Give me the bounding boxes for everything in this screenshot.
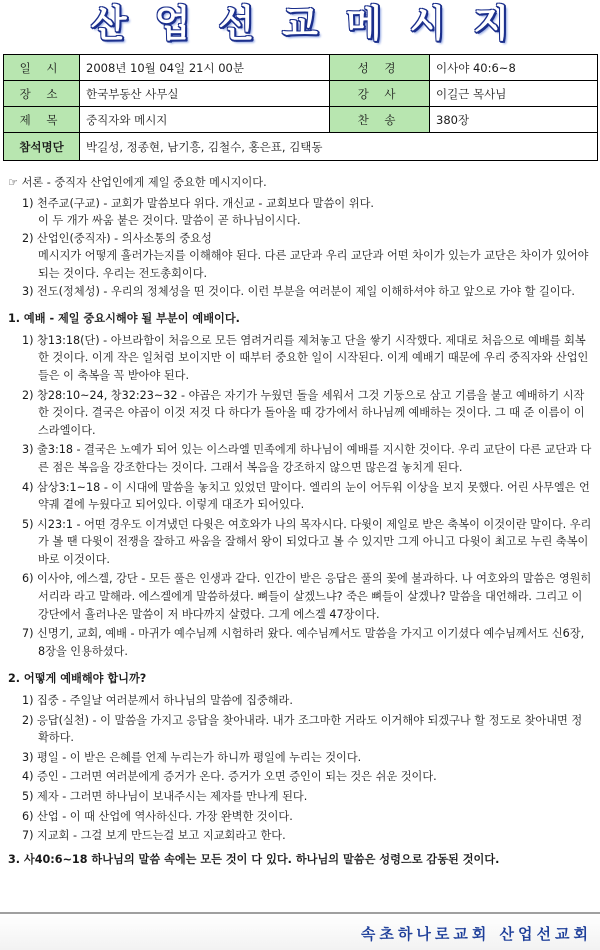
section-1-item: 2) 창28:10~24, 창32:23~32 - 야곱은 자기가 누웠던 돌을 세워서 그것 기둥으로 삼고 기름을 붙고 예배하기 시작한 것이다. 결국은 야곱이 이것 저것 다 하다가 돌아올 때 강가에서 하나님께 예배하는 것이다. 그 때 준 이름이 이스라엘이다. <box>22 388 585 437</box>
date-value: 2008년 10월 04일 21시 00분 <box>80 55 330 81</box>
info-row-subject <box>4 107 598 133</box>
section-1-title: 1. 예배 - 제일 중요시해야 될 부분이 예배이다. <box>8 312 240 326</box>
bible-value: 이사야 40:6~8 <box>430 55 598 81</box>
intro-line: ☞ 서론 - 중직자 산업인에게 제일 중요한 메시지이다. <box>8 176 267 189</box>
page-title <box>0 2 600 46</box>
section-2-item: 6) 산업 - 이 때 산업에 역사하신다. 가장 완벽한 것이다. <box>22 809 293 823</box>
title-char: 지 <box>473 2 510 45</box>
section-3-title: 3. 사40:6~18 하나님의 말씀 속에는 모든 것이 다 있다. 하나님의 말씀은 성령으로 감동된 것이다. <box>8 852 500 866</box>
attendees-label: 참석명단 <box>4 133 80 161</box>
intro-item: 3) 전도(정체성) - 우리의 정체성을 띤 것이다. 이런 부분을 여러분이 제일 이해하셔야 하고 앞으로 가야 할 길이다. <box>22 284 575 298</box>
speaker-label: 강 사 <box>330 81 430 107</box>
section-2-item: 7) 지교회 - 그걸 보게 만드는걸 보고 지교회라고 한다. <box>22 829 286 843</box>
section-1-item: 3) 출3:18 - 결국은 노예가 되어 있는 이스라엘 민족에게 하나님이 예배를 지시한 것이다. 우리 교단이 다른 교단과 다른 점은 복음을 강조한다는 것이다. 그래서 복음을 강조하지 않으면 많은걸 놓치게 된다. <box>22 443 592 474</box>
bible-label: 성 경 <box>330 55 430 81</box>
section-1-item: 6) 이사야, 에스겔, 강단 - 모든 풀은 인생과 같다. 인간이 받은 응답은 풀의 꽃에 불과하다. 나 여호와의 말씀은 영원히 서리라 라고 말해라. 에스겔에게 말씀하셨다. 뼈들이 살겠느냐? 죽은 뼈들이 살겠나? 말씀을 대언해라. 그리고 이 강단에서 흘러나온 말씀이 저 바다까지 살렸다. 그게 에스겔 47장이다. <box>22 572 592 621</box>
place-value: 한국부동산 사무실 <box>80 81 330 107</box>
section-1-item: 5) 시23:1 - 어떤 경우도 이겨냈던 다윗은 여호와가 나의 목자시다. 다윗이 제일로 받은 축복이 이것이란 말이다. 우리가 볼 땐 다윗이 전쟁을 잘하고 싸움을 잘해서 왕이 되었다고 볼 수 있지만 그게 아니고 다윗이 최고로 누린 축복이 바로 이것이다. <box>22 517 592 566</box>
title-char: 선 <box>218 2 255 45</box>
place-label: 장 소 <box>4 81 80 107</box>
section-2-item: 1) 집중 - 주일날 여러분께서 하나님의 말씀에 집중해라. <box>22 694 293 708</box>
section-2-item: 4) 증인 - 그러면 여러분에게 증거가 온다. 증거가 오면 증인이 되는 것은 쉬운 것이다. <box>22 770 437 784</box>
section-1-item: 4) 삼상3:1~18 - 이 시대에 말씀을 놓치고 있었던 말이다. 엘리의 눈이 어두워 이상을 보지 못했다. 어린 사무엘은 언약궤 곁에 누웠다고 되어있다. 이렇게 대조가 되어있다. <box>22 480 590 512</box>
hymn-label: 찬 송 <box>330 107 430 133</box>
intro-item-detail: 이 두 개가 싸움 붙은 것이다. 말씀이 곧 하나님이시다. <box>38 214 301 228</box>
title-char: 시 <box>409 2 446 45</box>
footer-bar <box>0 912 600 950</box>
title-char: 메 <box>345 2 382 45</box>
hymn-value: 380장 <box>430 107 598 133</box>
title-char: 교 <box>282 2 318 45</box>
section-1-item: 1) 창13:18(단) - 아브라함이 처음으로 모든 염려거리를 제쳐놓고 단을 쌓기 시작했다. 제대로 처음으로 예배를 회복한 것이다. 이게 작은 일처럼 보이지만 이 때부터 중요한 일이 시작된다. 이게 예배기 때문에 우리 중직자와 산업인들은 이 축복을 꼭 받아야 된다. <box>22 333 589 382</box>
intro-item: 2) 산업인(중직자) - 의사소통의 중요성 <box>22 231 212 245</box>
intro-item-detail: 메시지가 어떻게 흘러가는지를 이해해야 된다. 다른 교단과 우리 교단과 어떤 차이가 있는가 교단은 차이가 있어야 되는 것이다. 우리는 전도총회이다. <box>38 249 589 280</box>
speaker-value: 이길근 목사님 <box>430 81 598 107</box>
title-char: 업 <box>154 2 191 45</box>
section-2-item: 3) 평일 - 이 받은 은혜를 언제 누리는가 하니까 평일에 누리는 것이다. <box>22 750 362 764</box>
footer-church-name: 속초하나로교회 산업선교회 <box>360 925 592 943</box>
info-row-date <box>4 55 598 81</box>
title-char: 산 <box>90 2 127 45</box>
section-1-item: 7) 신명기, 교회, 예배 - 마귀가 예수님께 시험하러 왔다. 예수님께서도 말씀을 가지고 이기셨다 예수님께서도 신6장, 8장을 인용하셨다. <box>22 627 585 658</box>
info-row-attendees <box>4 133 598 161</box>
section-2-item: 2) 응답(실천) - 이 말씀을 가지고 응답을 찾아내라. 내가 조그마한 거라도 이거해야 되겠구나 할 정도로 찾아내면 정확하다. <box>22 713 583 745</box>
info-row-place <box>4 81 598 107</box>
sermon-body <box>8 174 592 868</box>
intro-item: 1) 천주교(구교) - 교회가 말씀보다 위다. 개신교 - 교회보다 말씀이 위다. <box>22 196 374 210</box>
subject-value: 중직자와 메시지 <box>80 107 330 133</box>
section-2-title: 2. 어떻게 예배해야 합니까? <box>8 672 147 686</box>
info-table <box>3 54 598 161</box>
section-2-item: 5) 제자 - 그러면 하나님이 보내주시는 제자를 만나게 된다. <box>22 790 308 803</box>
attendees-value: 박길성, 정종현, 남기흥, 김철수, 홍은표, 김택동 <box>80 133 598 161</box>
date-label: 일 시 <box>4 55 80 81</box>
subject-label: 제 목 <box>4 107 80 133</box>
